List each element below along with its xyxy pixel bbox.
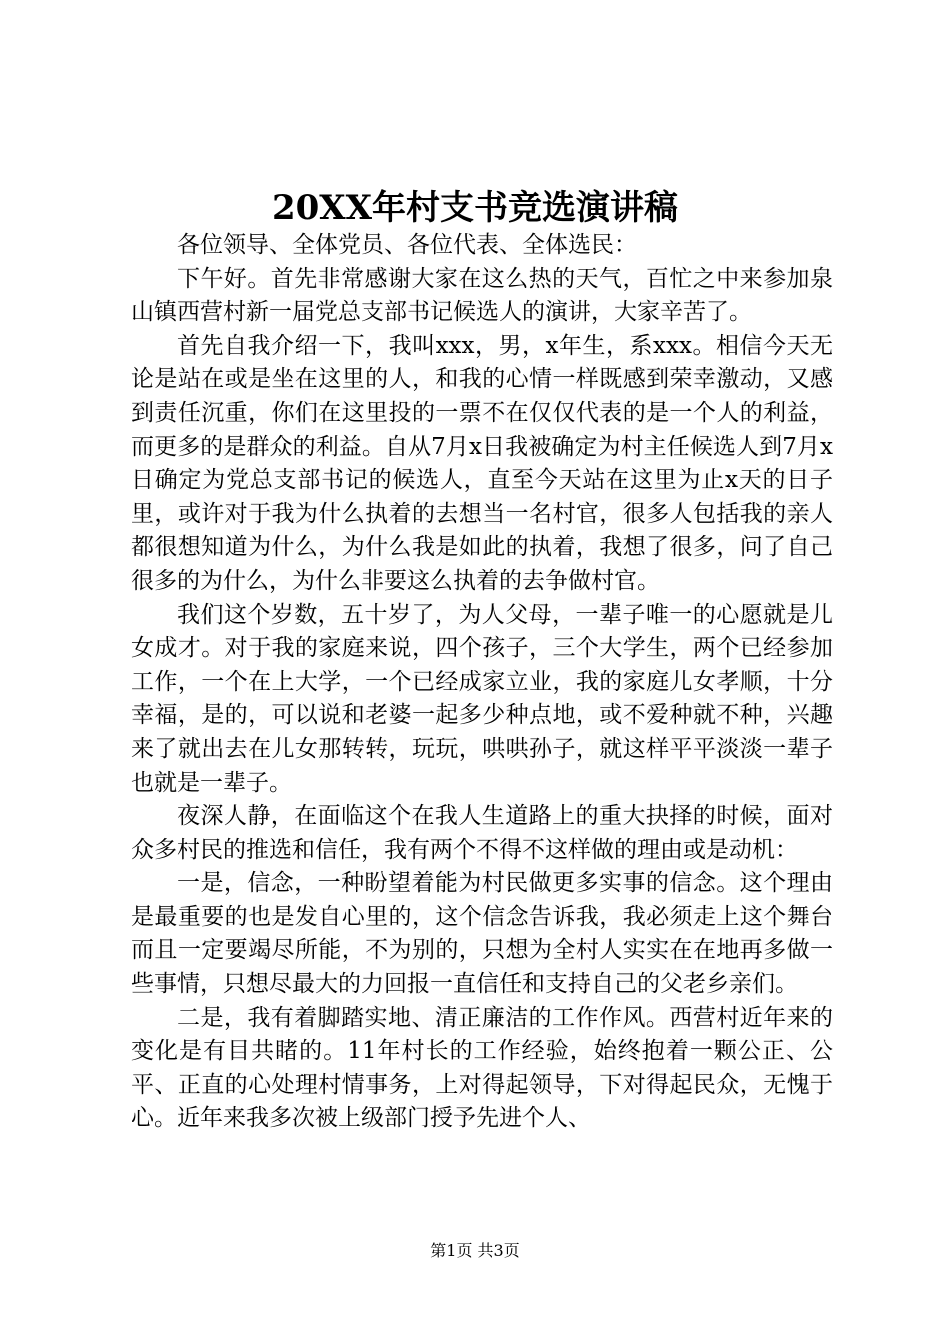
document-title: 20XX年村支书竞选演讲稿 [271,188,679,228]
paragraph-reason-one: 一是，信念，一种盼望着能为村民做更多实事的信念。这个理由是最重要的也是发自心里的，这个信念告诉我，我必须走上这个舞台而且一定要竭尽所能，不为别的，只想为全村人实实在在地再多做一些事情，只想尽最大的力回报一直信任和支持自己的父老乡亲们。 [131,870,833,998]
paragraph-greeting: 下午好。首先非常感谢大家在这么热的天气，百忙之中来参加泉山镇西营村新一届党总支部书记候选人的演讲，大家辛苦了。 [131,265,833,326]
paragraph-family: 我们这个岁数，五十岁了，为人父母，一辈子唯一的心愿就是儿女成才。对于我的家庭来说，四个孩子，三个大学生，两个已经参加工作，一个在上大学，一个已经成家立业，我的家庭儿女孝顺，十分幸福，是的，可以说和老婆一起多少种点地，或不爱种就不种，兴趣来了就出去在儿女那转转，玩玩，哄哄孙子，就这样平平淡淡一辈子也就是一辈子。 [131,601,833,796]
paragraph-reason-two: 二是，我有着脚踏实地、清正廉洁的工作作风。西营村近年来的变化是有目共睹的。11年村长的工作经验，始终抱着一颗公正、公平、正直的心处理村情事务，上对得起领导，下对得起民众，无愧于心。近年来我多次被上级部门授予先进个人、 [131,1004,833,1132]
document-body [131,229,833,1136]
paragraph-salutation: 各位领导、全体党员、各位代表、全体选民： [177,232,637,258]
paragraph-self-introduction: 首先自我介绍一下，我叫xxx，男，x年生，系xxx。相信今天无论是站在或是坐在这里的人，和我的心情一样既感到荣幸激动，又感到责任沉重，你们在这里投的一票不在仅仅代表的是一个人的利益，而更多的是群众的利益。自从7月x日我被确定为村主任候选人到7月x日确定为党总支部书记的候选人，直至今天站在这里为止x天的日子里，或许对于我为什么执着的去想当一名村官，很多人包括我的亲人都很想知道为什么，为什么我是如此的执着，我想了很多，问了自己很多的为什么，为什么非要这么执着的去争做村官。 [131,332,833,594]
page-footer: 第1页 共3页 [430,1241,520,1260]
paragraph-motivation: 夜深人静，在面临这个在我人生道路上的重大抉择的时候，面对众多村民的推选和信任，我有两个不得不这样做的理由或是动机： [131,803,833,863]
